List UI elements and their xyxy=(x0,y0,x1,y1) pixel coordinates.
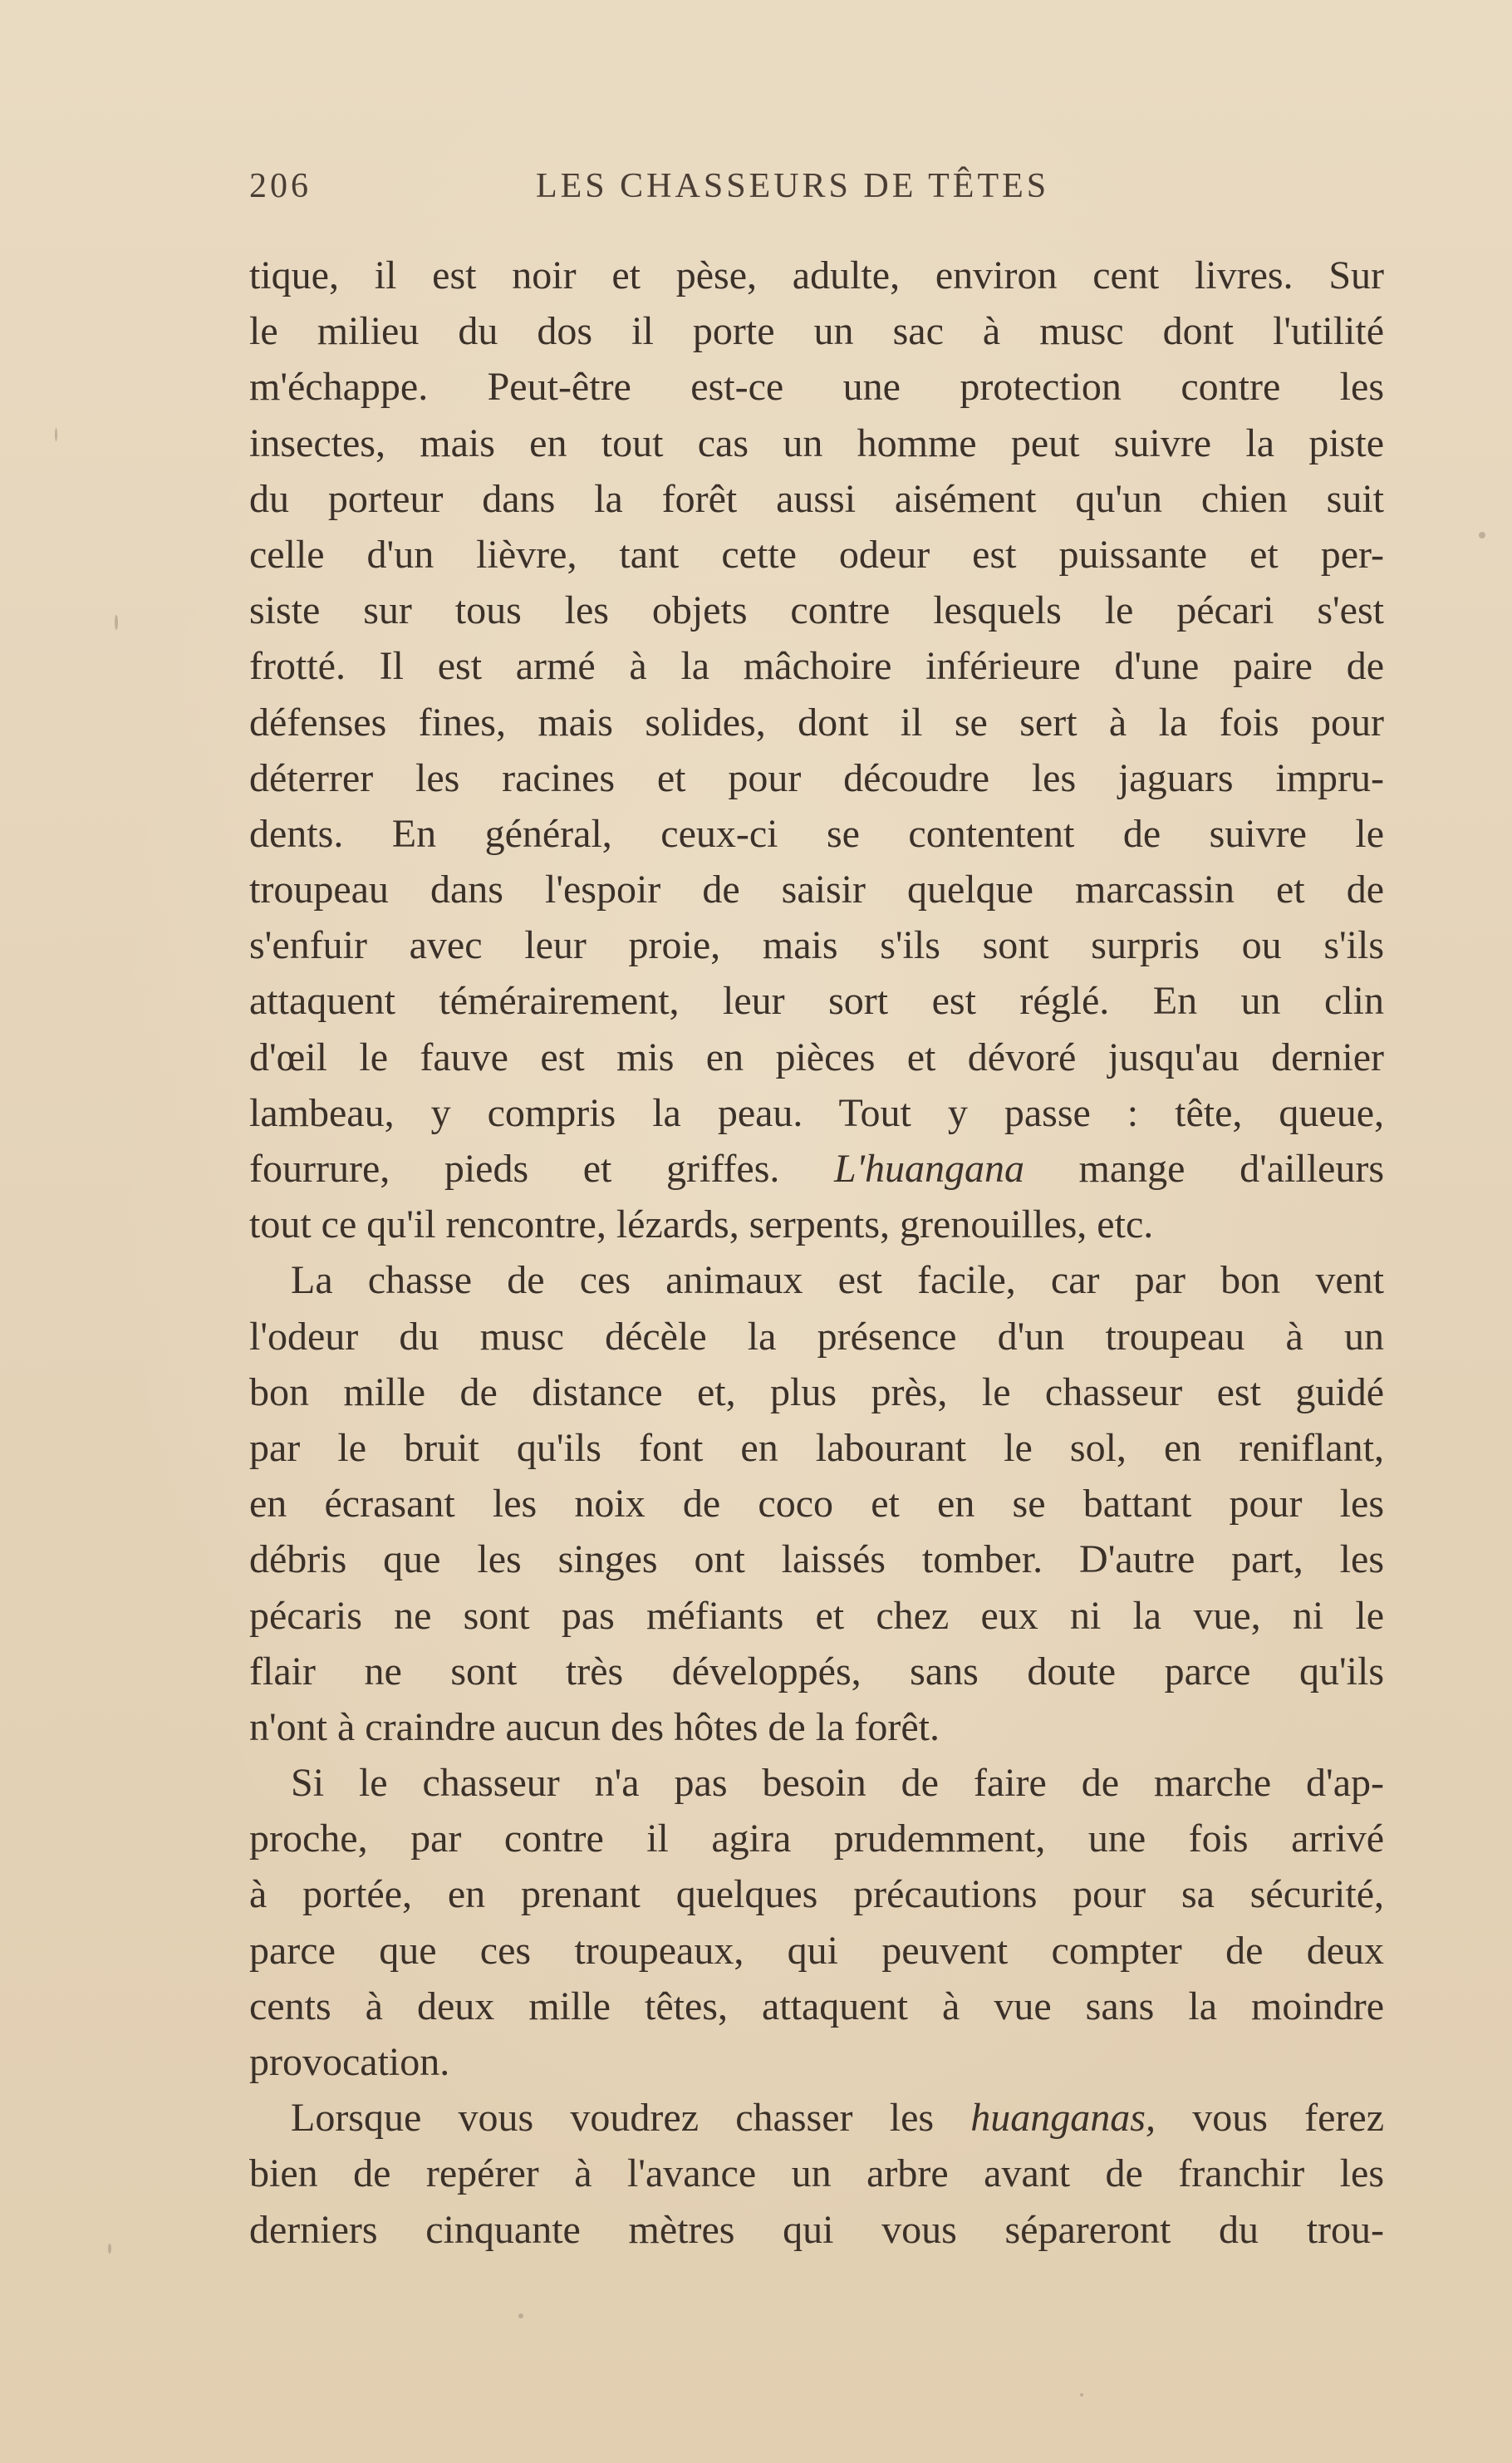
text-line: tique, il est noir et pèse, adulte, environ cent livres. Sur xyxy=(249,253,1384,297)
paragraph-start-line: La chasse de ces animaux est facile, car par bon vent xyxy=(291,1258,1384,1303)
text-line: parce que ces troupeaux, qui peuvent compter de deux xyxy=(249,1928,1384,1973)
text-line: à portée, en prenant quelques précautions pour sa sécurité, xyxy=(249,1872,1384,1917)
text-line: flair ne sont très développés, sans doute parce qu'ils xyxy=(249,1649,1384,1694)
text-line: bon mille de distance et, plus près, le chasseur est guidé xyxy=(249,1369,1384,1414)
text-line: fourrure, pieds et griffes. L'huangana mange d'ailleurs xyxy=(249,1147,1385,1191)
text-line: s'enfuir avec leur proie, mais s'ils sont surpris ou s'ils xyxy=(249,923,1384,968)
paper-speck xyxy=(1479,532,1485,538)
body-text xyxy=(249,248,1384,2258)
text-line: derniers cinquante mètres qui vous sépareront du trou- xyxy=(249,2207,1384,2252)
text-line: tout ce qu'il rencontre, lézards, serpents, grenouilles, etc. xyxy=(249,1202,1154,1247)
page-header xyxy=(249,166,1396,216)
paper-speck xyxy=(518,2313,523,2318)
text-line: insectes, mais en tout cas un homme peut suivre la piste xyxy=(249,420,1384,465)
paper-speck xyxy=(108,2244,111,2254)
paper-speck xyxy=(55,428,57,441)
text-line: débris que les singes ont laissés tomber. D'autre part, les xyxy=(249,1537,1384,1582)
text-line: défenses fines, mais solides, dont il se sert à la fois pour xyxy=(249,700,1384,745)
text-line: l'odeur du musc décèle la présence d'un troupeau à un xyxy=(249,1314,1384,1359)
text-line: pécaris ne sont pas méfiants et chez eux ni la vue, ni le xyxy=(249,1593,1384,1638)
text-line: en écrasant les noix de coco et en se battant pour les xyxy=(249,1482,1384,1526)
text-line: provocation. xyxy=(249,2040,450,2084)
running-title: LES CHASSEURS DE TÊTES xyxy=(536,167,1050,205)
text-line: bien de repérer à l'avance un arbre avant de franchir les xyxy=(249,2151,1384,2196)
paper-speck xyxy=(1080,2393,1083,2397)
paper-speck xyxy=(115,615,118,630)
page-number: 206 xyxy=(249,167,312,205)
text-line: siste sur tous les objets contre lesquels le pécari s'est xyxy=(249,588,1384,633)
text-line: le milieu du dos il porte un sac à musc dont l'utilité xyxy=(249,309,1384,354)
paragraph-start-line: Lorsque vous voudrez chasser les huanganas, vous ferez xyxy=(291,2096,1385,2141)
text-line: n'ont à craindre aucun des hôtes de la forêt. xyxy=(249,1704,940,1749)
text-line: par le bruit qu'ils font en labourant le sol, en reniflant, xyxy=(249,1425,1384,1470)
text-line: m'échappe. Peut-être est-ce une protection contre les xyxy=(249,365,1384,410)
text-line: troupeau dans l'espoir de saisir quelque marcassin et de xyxy=(249,868,1384,912)
text-line: d'œil le fauve est mis en pièces et dévoré jusqu'au dernier xyxy=(249,1035,1384,1079)
text-line: celle d'un lièvre, tant cette odeur est puissante et per- xyxy=(249,532,1384,577)
paragraph-start-line: Si le chasseur n'a pas besoin de faire de marche d'ap- xyxy=(291,1761,1384,1806)
text-line: du porteur dans la forêt aussi aisément qu'un chien suit xyxy=(249,476,1384,521)
text-line: lambeau, y compris la peau. Tout y passe : tête, queue, xyxy=(249,1090,1384,1135)
text-line: frotté. Il est armé à la mâchoire inférieure d'une paire de xyxy=(249,644,1384,689)
text-line: attaquent témérairement, leur sort est réglé. En un clin xyxy=(249,979,1384,1024)
text-line: dents. En général, ceux-ci se contentent de suivre le xyxy=(249,811,1384,856)
text-line: déterrer les racines et pour découdre les jaguars impru- xyxy=(249,755,1384,800)
text-line: proche, par contre il agira prudemment, une fois arrivé xyxy=(249,1817,1384,1861)
text-line: cents à deux mille têtes, attaquent à vue sans la moindre xyxy=(249,1984,1384,2028)
italic-term: huanganas, xyxy=(970,2096,1156,2141)
italic-term: L'huangana xyxy=(833,1147,1024,1191)
